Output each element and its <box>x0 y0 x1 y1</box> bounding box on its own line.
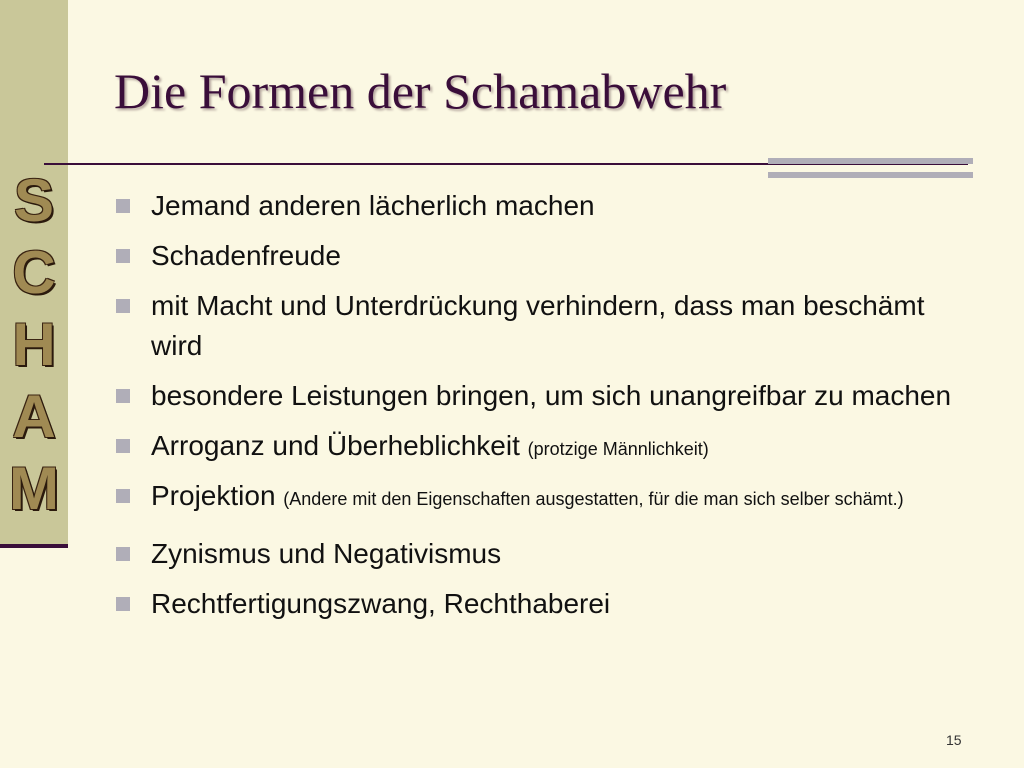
square-bullet-icon <box>116 489 130 503</box>
bullet-item <box>114 584 974 624</box>
side-band-divider <box>0 544 68 548</box>
decorative-bar <box>768 172 973 178</box>
side-letter: C <box>12 239 56 306</box>
side-letter: H <box>12 311 56 378</box>
square-bullet-icon <box>116 547 130 561</box>
square-bullet-icon <box>116 597 130 611</box>
bullet-text: Rechtfertigungszwang, Rechthaberei <box>151 588 611 619</box>
square-bullet-icon <box>116 249 130 263</box>
bullet-text: Jemand anderen lächerlich machen <box>151 190 595 221</box>
side-letter: A <box>12 383 56 450</box>
bullet-list <box>114 186 974 624</box>
slide-title: Die Formen der Schamabwehr <box>114 63 727 119</box>
bullet-text: Arroganz und Überheblichkeit <box>151 430 520 461</box>
square-bullet-icon <box>116 389 130 403</box>
square-bullet-icon <box>116 299 130 313</box>
bullet-item <box>114 376 974 416</box>
side-vertical-word <box>0 165 68 525</box>
side-letter: S <box>13 167 55 234</box>
bullet-item <box>114 426 974 466</box>
bullet-text: Schadenfreude <box>151 240 341 271</box>
bullet-text: Zynismus und Negativismus <box>151 538 502 569</box>
square-bullet-icon <box>116 439 130 453</box>
side-letter: M <box>9 455 59 522</box>
square-bullet-icon <box>116 199 130 213</box>
bullet-item <box>114 286 974 366</box>
decorative-bar <box>768 158 973 164</box>
bullet-item <box>114 476 974 516</box>
bullet-note: (protzige Männlichkeit) <box>527 439 709 459</box>
bullet-item <box>114 534 974 574</box>
bullet-item <box>114 186 974 226</box>
bullet-text: mit Macht und Unterdrückung verhindern, dass man beschämt wird <box>151 290 925 361</box>
bullet-text: besondere Leistungen bringen, um sich unangreifbar zu machen <box>151 380 952 411</box>
bullet-note: (Andere mit den Eigenschaften ausgestatten, für die man sich selber schämt.) <box>283 489 904 509</box>
bullet-text: Projektion <box>151 480 276 511</box>
bullet-item <box>114 236 974 276</box>
page-number: 15 <box>946 732 962 748</box>
